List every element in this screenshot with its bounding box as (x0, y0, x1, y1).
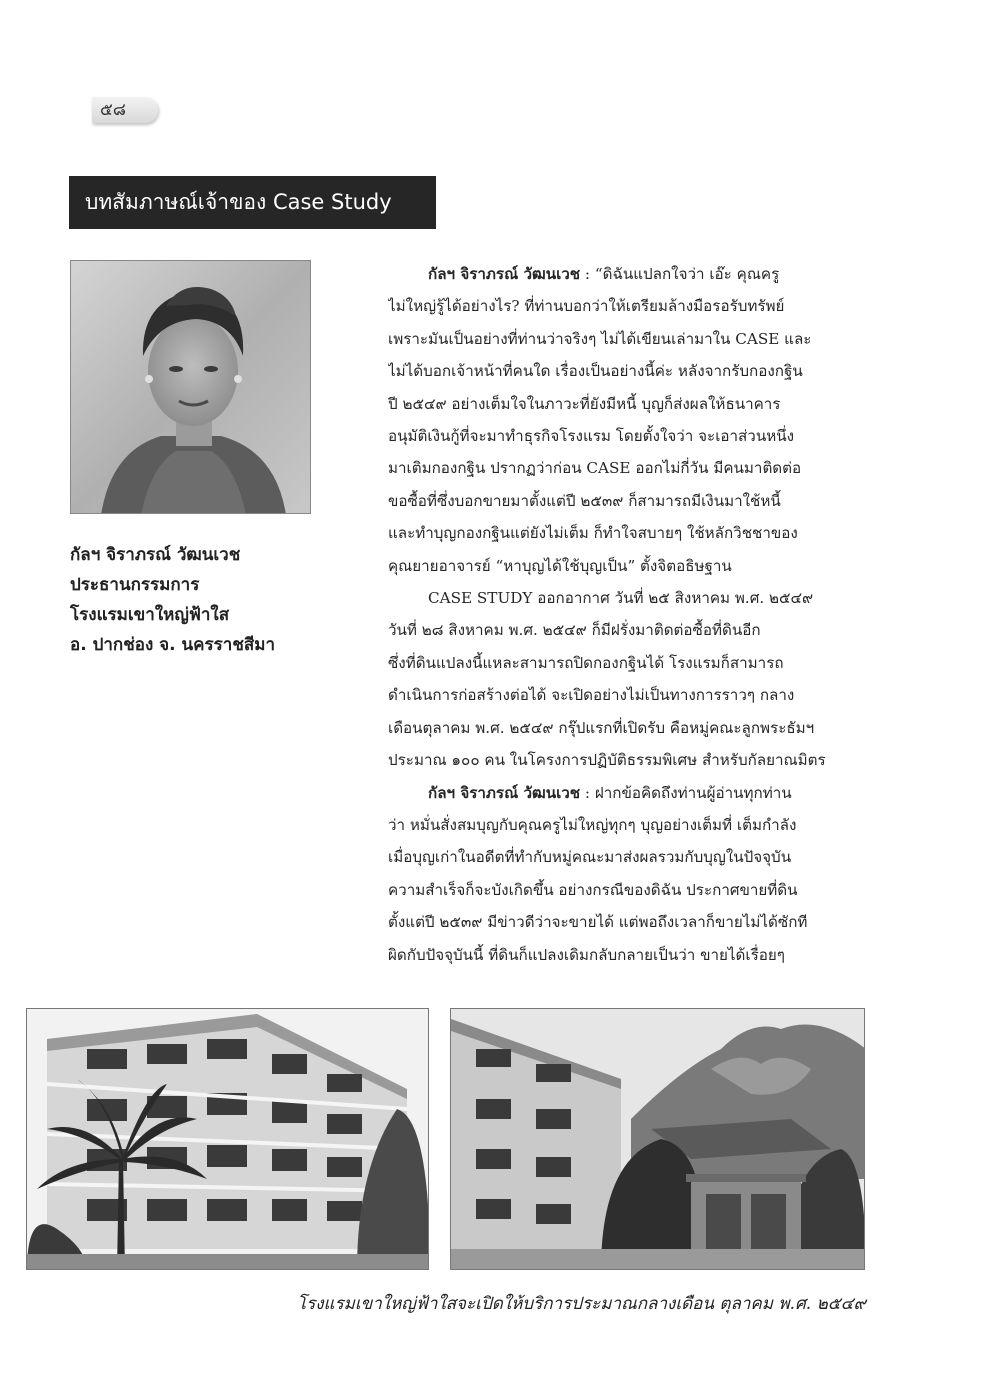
profile-name: กัลฯ จิราภรณ์ วัฒนเวช (70, 545, 241, 565)
speaker-name: กัลฯ จิราภรณ์ วัฒนเวช (428, 783, 581, 802)
profile-caption (70, 540, 330, 660)
article-line: ไม่ใหญ่รู้ได้อย่างไร? ที่ท่านบอกว่าให้เตรียมล้างมือรอรับทรัพย์ (388, 297, 785, 316)
article-text: : ฝากข้อคิดถึงท่านผู้อ่านทุกท่าน (580, 783, 792, 802)
paragraph-3-first-line (388, 777, 862, 809)
hotel-building-photo-right (450, 1008, 865, 1270)
article-line: คุณยายอาจารย์ “หาบุญได้ใช้บุญเป็น” ตั้งจิตอธิษฐาน (388, 556, 732, 575)
hotel-building-illustration (27, 1009, 429, 1270)
article-line: เมื่อบุญเก่าในอดีตที่ทำกับหมู่คณะมาส่งผลรวมกับบุญในปัจจุบัน (388, 848, 792, 867)
profile-location: อ. ปากช่อง จ. นครราชสีมา (70, 635, 275, 655)
article-line: ตั้งแต่ปี ๒๕๓๙ มีข่าวดีว่าจะขายได้ แต่พอถึงเวลาก็ขายไม่ได้ซักที (388, 913, 808, 932)
article-line: ขอซื้อที่ซึ่งบอกขายมาตั้งแต่ปี ๒๕๓๙ ก็สามารถมีเงินมาใช้หนี้ (388, 491, 781, 510)
interview-article (388, 258, 862, 971)
profile-organization: โรงแรมเขาใหญ่ฟ้าใส (70, 605, 230, 625)
speaker-name: กัลฯ จิราภรณ์ วัฒนเวช (428, 265, 581, 283)
article-line: มาเติมกองกฐิน ปรากฏว่าก่อน CASE ออกไม่กี่วัน มีคนมาติดต่อ (388, 459, 802, 478)
article-line: ประมาณ ๑๐๐ คน ในโครงการปฏิบัติธรรมพิเศษ สำหรับกัลยาณมิตร (388, 751, 826, 770)
article-line: และทำบุญกองกฐินแต่ยังไม่เต็ม ก็ทำใจสบายๆ ใช้หลักวิชชาของ (388, 524, 798, 543)
article-line: เพราะมันเป็นอย่างที่ท่านว่าจริงๆ ไม่ได้เขียนเล่ามาใน CASE และ (388, 329, 812, 348)
article-line: ว่า หมั่นสั่งสมบุญกับคุณครูไม่ใหญ่ทุกๆ บุญอย่างเต็มที่ เต็มกำลัง (388, 815, 797, 834)
paragraph-2-first-line: CASE STUDY ออกอากาศ วันที่ ๒๕ สิงหาคม พ.ศ. ๒๕๔๙ (428, 589, 814, 608)
paragraph-1-first-line (388, 258, 862, 290)
article-line: ผิดกับปัจจุบันนี้ ที่ดินก็แปลงเดิมกลับกลายเป็นว่า ขายได้เรื่อยๆ (388, 945, 785, 964)
profile-position: ประธานกรรมการ (70, 575, 200, 595)
section-title-banner: บทสัมภาษณ์เจ้าของ Case Study (69, 176, 436, 229)
portrait-illustration (71, 261, 311, 514)
article-line: อนุมัติเงินกู้ที่จะมาทำธุรกิจโรงแรม โดยตั้งใจว่า จะเอาส่วนหนึ่ง (388, 427, 795, 446)
article-line: ไม่ได้บอกเจ้าหน้าที่คนใด เรื่องเป็นอย่างนี้ค่ะ หลังจากรับกองกฐิน (388, 362, 803, 381)
article-line: ความสำเร็จก็จะบังเกิดขึ้น อย่างกรณีของดิฉัน ประกาศขายที่ดิน (388, 880, 798, 899)
article-line: ดำเนินการก่อสร้างต่อได้ จะเปิดอย่างไม่เป็นทางการราวๆ กลาง (388, 686, 795, 705)
photo-caption: โรงแรมเขาใหญ่ฟ้าใสจะเปิดให้บริการประมาณกลางเดือน ตุลาคม พ.ศ. ๒๕๔๙ (296, 1294, 866, 1314)
page-number: ๕๘ (92, 97, 158, 123)
hotel-mountain-illustration (451, 1009, 865, 1270)
article-line: ซึ่งที่ดินแปลงนี้แหละสามารถปิดกองกฐินได้ โรงแรมก็สามารถ (388, 653, 784, 672)
article-line: วันที่ ๒๘ สิงหาคม พ.ศ. ๒๕๔๙ ก็มีฝรั่งมาติดต่อซื้อที่ดินอีก (388, 621, 761, 640)
hotel-building-photo-left (26, 1008, 429, 1270)
article-text: : “ดิฉันแปลกใจว่า เอ๊ะ คุณครู (580, 265, 780, 283)
article-line: ปี ๒๕๔๙ อย่างเต็มใจในภาวะที่ยังมีหนี้ บุญก็ส่งผลให้ธนาคาร (388, 394, 781, 413)
portrait-photo (70, 260, 311, 514)
article-line: เดือนตุลาคม พ.ศ. ๒๕๔๙ กรุ๊ปแรกที่เปิดรับ คือหมู่คณะลูกพระธัมฯ (388, 718, 815, 737)
